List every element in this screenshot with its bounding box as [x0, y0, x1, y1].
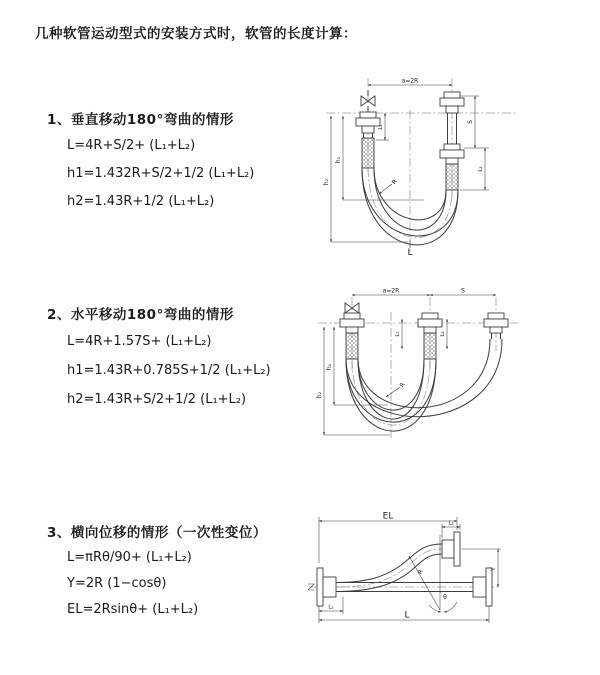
dim-label-h2: h₂: [316, 391, 323, 399]
formula-line: h1=1.432R+S/2+1/2 (L₁+L₂): [67, 166, 255, 181]
left-flange: [317, 568, 336, 606]
right-flange-original: [473, 568, 492, 606]
diagram-lateral-displacement: [305, 507, 555, 647]
dim-label-r: R: [390, 178, 399, 186]
dim-label-h1: h₁: [335, 156, 342, 164]
dim-label-s: S: [467, 120, 474, 124]
dim-label-l1: L₁: [395, 331, 401, 337]
dim-label-l1: L₁: [328, 604, 334, 611]
dim-label-r: R: [416, 568, 425, 576]
dim-label-theta: θ: [443, 594, 447, 601]
dim-label-a2r: a=2R: [401, 77, 419, 85]
dim-label-l2: L₂: [478, 166, 484, 172]
dim-label-el: EL: [382, 511, 394, 522]
formula-line: h2=1.43R+1/2 (L₁+L₂): [67, 194, 215, 209]
dim-label-s: S: [461, 287, 465, 295]
moving-pipe-fitting-pos1: [418, 313, 442, 359]
section2-formulas: [67, 327, 271, 414]
formula-line: L=4R+1.57S+ (L₁+L₂): [67, 334, 212, 349]
formula-line: EL=2Rsinθ+ (L₁+L₂): [67, 602, 199, 617]
section2-heading: 2、水平移动180°弯曲的情形: [47, 307, 234, 323]
dim-label-l: L: [407, 248, 413, 257]
diagram-horizontal-180-bend: [310, 287, 532, 452]
dim-label-l: L: [404, 610, 410, 621]
section3-heading: 3、横向位移的情形（一次性变位）: [47, 525, 267, 541]
hose-s-curve: [336, 544, 442, 592]
dim-label-h1: h₁: [326, 363, 333, 371]
formula-line: h1=1.43R+0.785S+1/2 (L₁+L₂): [67, 363, 271, 378]
dim-label-l2: L₂: [448, 520, 454, 527]
section3-formulas: [67, 545, 198, 623]
section1-formulas: [67, 132, 254, 216]
dim-label-l1: L₁: [378, 124, 384, 130]
page-title: 几种软管运动型式的安装方式时，软管的长度计算：: [35, 26, 357, 42]
valve-icon: [361, 90, 375, 112]
formula-line: Y=2R (1−cosθ): [67, 576, 167, 591]
moving-pipe-fitting: [440, 92, 464, 190]
dim-label-r: R: [398, 381, 407, 389]
dim-label-l2: L₂: [440, 331, 446, 337]
formula-line: h2=1.43R+S/2+1/2 (L₁+L₂): [67, 392, 247, 407]
dim-label-y: Y: [490, 567, 497, 571]
diagram-vertical-180-bend: [312, 72, 527, 257]
formula-line: L=4R+S/2+ (L₁+L₂): [67, 138, 196, 153]
right-flange-displaced: [442, 532, 460, 566]
dim-label-a2r: a=2R: [382, 287, 400, 295]
fixed-pipe-fitting: [340, 313, 364, 359]
formula-line: L=πRθ/90+ (L₁+L₂): [67, 550, 192, 565]
section1-heading: 1、垂直移动180°弯曲的情形: [47, 112, 234, 128]
dim-label-h2: h₂: [323, 178, 330, 186]
